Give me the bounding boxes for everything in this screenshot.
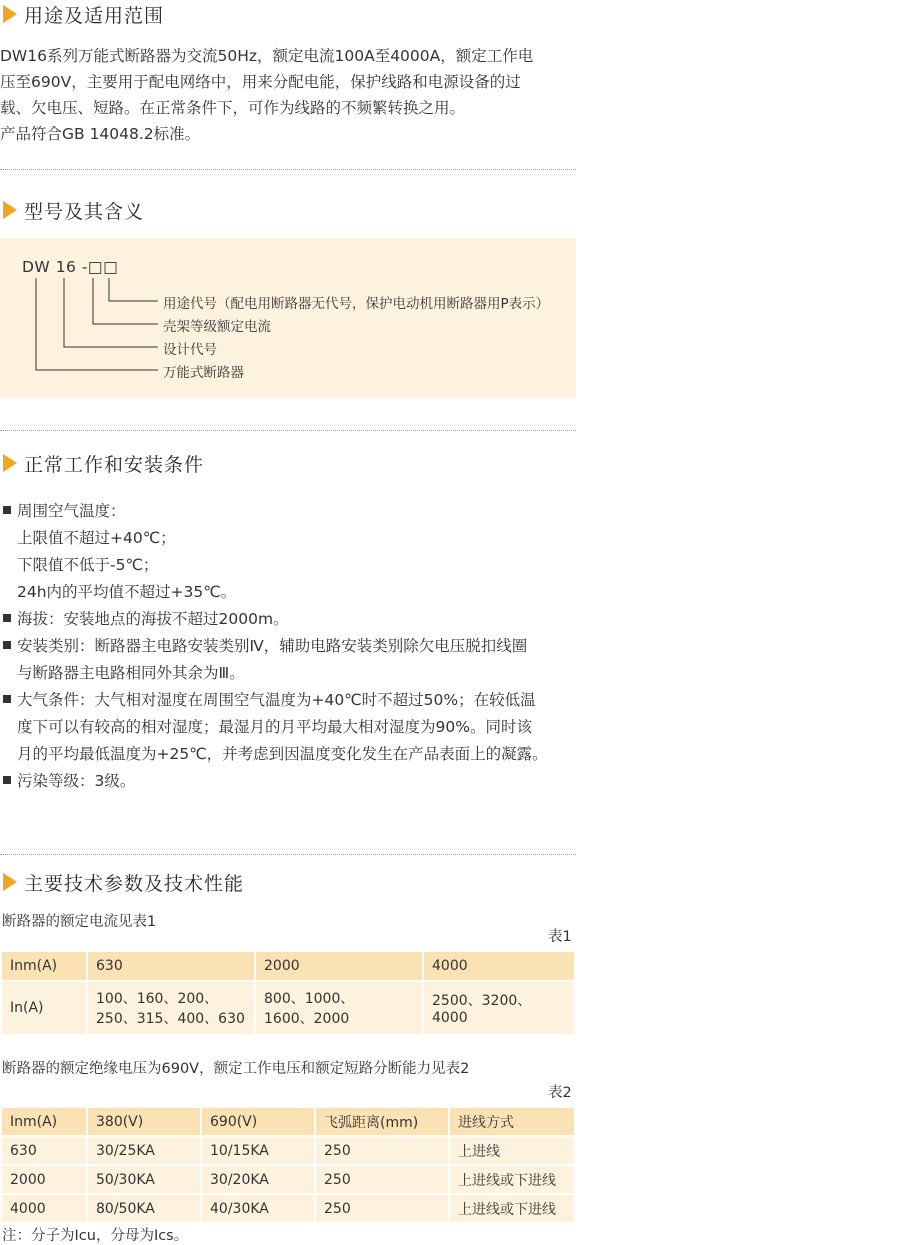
table-row: 630 30/25KA 10/15KA 250 上进线 [2, 1137, 574, 1164]
list-item: 月的平均最低温度为+25℃，并考虑到因温度变化发生在产品表面上的凝露。 [17, 745, 548, 763]
list-item: 大气条件：大气相对湿度在周围空气温度为+40℃时不超过50%；在较低温 [0, 687, 580, 714]
divider [0, 854, 576, 855]
model-label-usage: 用途代号（配电用断路器无代号，保护电动机用断路器用P表示） [163, 296, 550, 312]
list-item: 与断路器主电路相同外其余为Ⅲ。 [17, 664, 245, 682]
square-bullet-icon [3, 506, 11, 514]
model-label-type: 万能式断路器 [163, 365, 244, 381]
triangle-bullet-icon [3, 873, 17, 891]
table2-label: 表2 [548, 1085, 572, 1101]
table-row: 4000 80/50KA 40/30KA 250 上进线或下进线 [2, 1195, 574, 1222]
table-row: Inm(A) 380(V) 690(V) 飞弧距离(mm) 进线方式 [2, 1108, 574, 1135]
conditions-list [0, 498, 580, 795]
table1-label: 表1 [548, 929, 572, 945]
table-row: 2000 50/30KA 30/20KA 250 上进线或下进线 [2, 1166, 574, 1193]
list-item: 海拔：安装地点的海拔不超过2000m。 [0, 606, 580, 633]
table-rated-current [0, 950, 576, 1036]
square-bullet-icon [3, 641, 11, 649]
model-label-design: 设计代号 [163, 342, 217, 358]
list-item: 污染等级：3级。 [0, 768, 580, 795]
list-item: 安装类别：断路器主电路安装类别Ⅳ，辅助电路安装类别除欠电压脱扣线圈 [0, 633, 580, 660]
list-item: 度下可以有较高的相对湿度；最湿月的月平均最大相对湿度为90%。同时该 [17, 718, 532, 736]
table-breaking-capacity [0, 1106, 576, 1224]
square-bullet-icon [3, 614, 11, 622]
section-usage-title: 用途及适用范围 [0, 0, 164, 28]
list-item: 周围空气温度： [0, 498, 580, 525]
model-code: DW 16 -□□ [22, 258, 119, 276]
square-bullet-icon [3, 776, 11, 784]
model-diagram-lines [0, 0, 576, 400]
table1-intro: 断路器的额定电流见表1 [2, 914, 157, 930]
table-row: Inm(A) 630 2000 4000 [2, 952, 574, 980]
section-model-title: 型号及其含义 [0, 196, 144, 224]
list-item: 下限值不低于-5℃； [17, 556, 159, 574]
table2-note: 注：分子为Icu，分母为Ics。 [2, 1228, 189, 1244]
list-item: 24h内的平均值不超过+35℃。 [17, 583, 237, 601]
list-item: 上限值不超过+40℃； [17, 529, 176, 547]
section-conditions-title: 正常工作和安装条件 [0, 449, 204, 477]
model-label-frame: 壳架等级额定电流 [163, 319, 271, 335]
divider [0, 430, 576, 431]
section-params-title: 主要技术参数及技术性能 [0, 868, 244, 896]
table-row: In(A) 100、160、200、 250、315、400、630 800、1000、 1600、2000 2500、3200、4000 [2, 982, 574, 1034]
square-bullet-icon [3, 695, 11, 703]
table2-intro: 断路器的额定绝缘电压为690V，额定工作电压和额定短路分断能力见表2 [2, 1061, 470, 1077]
triangle-bullet-icon [3, 454, 17, 472]
usage-text: DW16系列万能式断路器为交流50Hz，额定电流100A至4000A，额定工作电 压至690V，主要用于配电网络中，用来分配电能，保护线路和电源设备的过 载、欠电压、短路。在正常条件下，可作为线路的不频繁转换之用。 产品符合GB 14048.2标准。 [0, 47, 534, 143]
